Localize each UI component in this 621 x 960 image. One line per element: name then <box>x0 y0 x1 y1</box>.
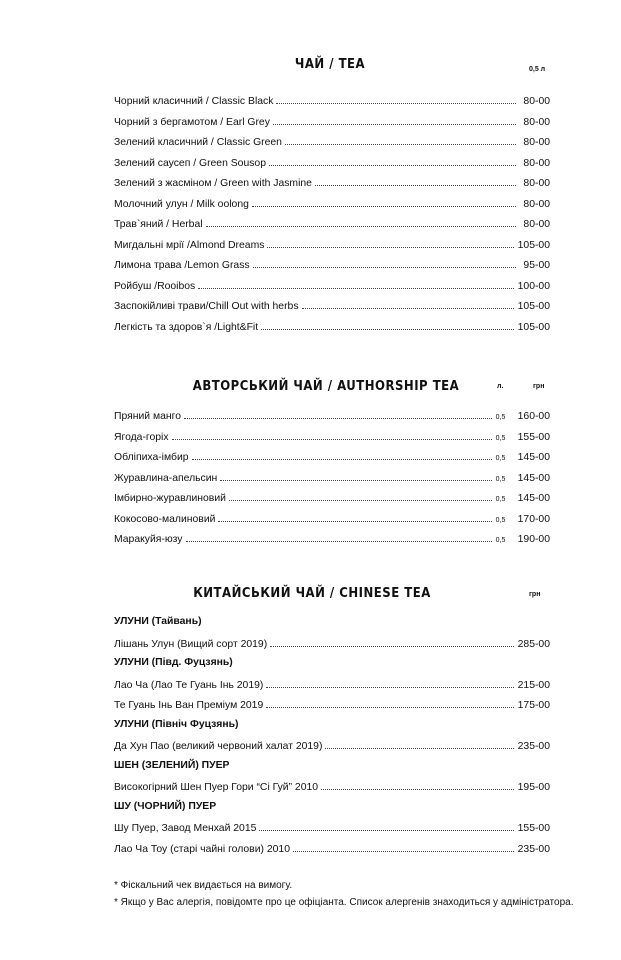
menu-item <box>114 532 550 546</box>
item-price: 145-00 <box>517 493 550 504</box>
menu-item <box>114 678 550 692</box>
item-name: Зелений саусеп / Green Sousop <box>114 158 266 169</box>
dot-leader <box>293 842 514 852</box>
item-name: Лао Ча Тоу (старі чайні голови) 2010 <box>114 844 290 855</box>
dot-leader <box>198 279 513 289</box>
item-price: 105-00 <box>517 301 550 312</box>
menu-item <box>114 258 550 272</box>
item-price: 170-00 <box>517 514 550 525</box>
menu-item <box>114 821 550 835</box>
menu-item <box>114 299 550 313</box>
item-name: Маракуйя-юзу <box>114 534 183 545</box>
item-price: 155-00 <box>517 432 550 443</box>
group-heading: УЛУНИ (Тайвань) <box>114 616 202 627</box>
item-price: 80-00 <box>523 96 550 107</box>
dot-leader <box>218 512 491 522</box>
allergy-note: * Якщо у Вас алергія, повідомте про це офіціанта. Список алергенів знаходиться у адміністратора. <box>114 897 574 908</box>
item-volume: 0,5 <box>495 435 506 442</box>
dot-leader <box>252 197 516 207</box>
item-price: 195-00 <box>517 782 550 793</box>
dot-leader <box>259 821 513 831</box>
menu-item <box>114 512 550 526</box>
item-price: 80-00 <box>523 199 550 210</box>
menu-item <box>114 491 550 505</box>
dot-leader <box>321 780 514 790</box>
chinese-section-title: КИТАЙСЬКИЙ ЧАЙ / CHINESE TEA <box>193 586 431 601</box>
fiscal-receipt-note: * Фіскальний чек видається на вимогу. <box>114 880 293 891</box>
menu-item <box>114 176 550 190</box>
menu-item <box>114 94 550 108</box>
dot-leader <box>276 94 516 104</box>
item-price: 145-00 <box>517 452 550 463</box>
dot-leader <box>261 320 514 330</box>
item-name: Зелений з жасміном / Green with Jasmine <box>114 178 312 189</box>
item-price: 175-00 <box>517 700 550 711</box>
menu-item <box>114 450 550 464</box>
dot-leader <box>206 217 516 227</box>
menu-item <box>114 238 550 252</box>
item-name: Зелений класичний / Classic Green <box>114 137 282 148</box>
tea-volume-header: 0,5 л <box>529 66 546 73</box>
item-name: Пряний манго <box>114 411 181 422</box>
item-price: 105-00 <box>517 322 550 333</box>
menu-item <box>114 197 550 211</box>
item-name: Ройбуш /Rooibos <box>114 281 196 292</box>
group-heading: УЛУНИ (Північ Фуцзянь) <box>114 719 239 730</box>
dot-leader <box>172 430 492 440</box>
menu-item <box>114 135 550 149</box>
dot-leader <box>229 491 492 501</box>
item-name: Те Гуань Інь Ван Преміум 2019 <box>114 700 264 711</box>
item-name: Да Хун Пао (великий червоний халат 2019) <box>114 741 323 752</box>
item-name: Чорний з бергамотом / Earl Grey <box>114 117 270 128</box>
chinese-price-header: грн <box>529 591 541 598</box>
item-name: Шу Пуер, Завод Менхай 2015 <box>114 823 257 834</box>
item-price: 105-00 <box>517 240 550 251</box>
dot-leader <box>186 532 492 542</box>
menu-item <box>114 471 550 485</box>
item-price: 95-00 <box>523 260 550 271</box>
menu-item <box>114 780 550 794</box>
item-name: Ягода-горіх <box>114 432 169 443</box>
item-name: Лимона трава /Lemon Grass <box>114 260 250 271</box>
item-name: Високогірний Шен Пуер Гори “Сі Гуй” 2010 <box>114 782 319 793</box>
menu-item <box>114 698 550 712</box>
dot-leader <box>315 176 516 186</box>
menu-item <box>114 115 550 129</box>
item-price: 285-00 <box>517 639 550 650</box>
item-name: Лао Ча (Лао Те Гуань Інь 2019) <box>114 680 264 691</box>
item-name: Молочний улун / Milk oolong <box>114 199 249 210</box>
item-price: 235-00 <box>517 844 550 855</box>
group-heading: УЛУНИ (Півд. Фуцзянь) <box>114 657 233 668</box>
item-price: 80-00 <box>523 219 550 230</box>
menu-item <box>114 156 550 170</box>
item-price: 80-00 <box>523 178 550 189</box>
dot-leader <box>270 637 513 647</box>
item-volume: 0,5 <box>495 537 506 544</box>
dot-leader <box>184 409 492 419</box>
menu-item <box>114 217 550 231</box>
dot-leader <box>269 156 516 166</box>
item-name: Мигдальні мрії /Almond Dreams <box>114 240 265 251</box>
menu-item <box>114 842 550 856</box>
item-volume: 0,5 <box>495 517 506 524</box>
item-price: 160-00 <box>517 411 550 422</box>
menu-item <box>114 739 550 753</box>
item-price: 155-00 <box>517 823 550 834</box>
authorship-section-title: АВТОРСЬКИЙ ЧАЙ / AUTHORSHIP TEA <box>192 379 460 394</box>
group-heading: ШУ (ЧОРНИЙ) ПУЕР <box>114 801 217 812</box>
tea-section-title: ЧАЙ / TEA <box>294 57 366 72</box>
dot-leader <box>220 471 491 481</box>
dot-leader <box>302 299 514 309</box>
item-price: 190-00 <box>517 534 550 545</box>
group-heading: ШЕН (ЗЕЛЕНИЙ) ПУЕР <box>114 760 230 771</box>
dot-leader <box>253 258 516 268</box>
item-name: Імбирно-журавлиновий <box>114 493 226 504</box>
item-price: 100-00 <box>517 281 550 292</box>
item-price: 145-00 <box>517 473 550 484</box>
item-name: Журавлина-апельсин <box>114 473 218 484</box>
item-volume: 0,5 <box>495 476 506 483</box>
item-name: Кокосово-малиновий <box>114 514 216 525</box>
item-name: Обліпиха-імбир <box>114 452 189 463</box>
menu-item <box>114 279 550 293</box>
dot-leader <box>273 115 516 125</box>
dot-leader <box>285 135 516 145</box>
item-name: Чорний класичний / Classic Black <box>114 96 274 107</box>
item-name: Трав`яний / Herbal <box>114 219 203 230</box>
item-name: Лішань Улун (Вищий сорт 2019) <box>114 639 268 650</box>
item-volume: 0,5 <box>495 455 506 462</box>
dot-leader <box>266 698 513 708</box>
item-price: 80-00 <box>523 117 550 128</box>
menu-item <box>114 637 550 651</box>
dot-leader <box>267 238 513 248</box>
menu-item <box>114 409 550 423</box>
dot-leader <box>192 450 492 460</box>
item-name: Легкість та здоров`я /Light&Fit <box>114 322 259 333</box>
menu-item <box>114 320 550 334</box>
menu-item <box>114 430 550 444</box>
item-volume: 0,5 <box>495 496 506 503</box>
item-name: Заспокійливі трави/Chill Out with herbs <box>114 301 299 312</box>
authorship-price-header: грн <box>533 383 545 390</box>
item-price: 80-00 <box>523 158 550 169</box>
item-price: 80-00 <box>523 137 550 148</box>
authorship-volume-header: л. <box>497 383 504 390</box>
item-price: 235-00 <box>517 741 550 752</box>
dot-leader <box>266 678 513 688</box>
item-price: 215-00 <box>517 680 550 691</box>
dot-leader <box>325 739 513 749</box>
item-volume: 0,5 <box>495 414 506 421</box>
